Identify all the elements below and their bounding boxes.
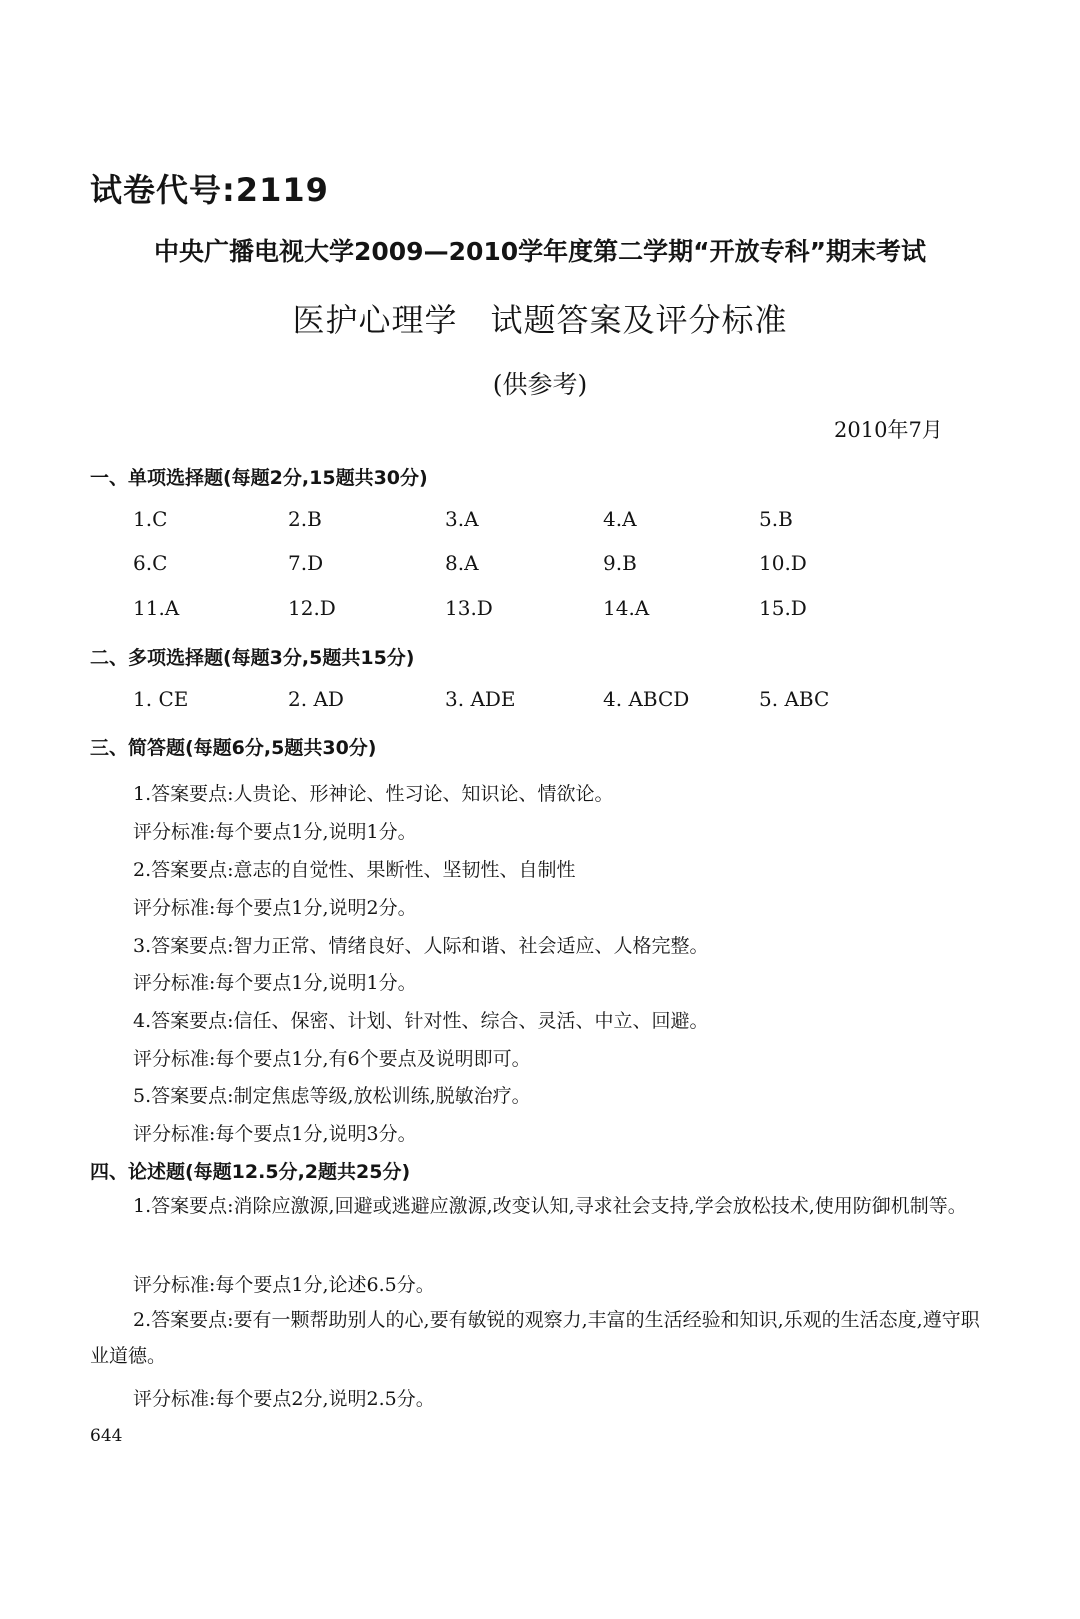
answer-item: 14.A: [603, 596, 650, 620]
answer-item: 3. ADE: [445, 687, 516, 711]
answer-row: [0, 551, 1080, 581]
page-title: 医护心理学 试题答案及评分标准: [292, 301, 788, 339]
answer-item: 9.B: [603, 551, 637, 575]
answer-item: 3.A: [445, 507, 479, 531]
section-heading-multiple-choice: 二、多项选择题(每题3分,5题共15分): [90, 647, 415, 669]
answer-item: 8.A: [445, 551, 479, 575]
essay-answer-2: 2.答案要点:要有一颗帮助别人的心,要有敏锐的观察力,丰富的生活经验和知识,乐观的生活态度,遵守职业道德。: [90, 1309, 980, 1367]
answer-point: 3.答案要点:智力正常、情绪良好、人际和谐、社会适应、人格完整。: [133, 935, 709, 957]
essay-answer-1: 1.答案要点:消除应激源,回避或逃避应激源,改变认知,寻求社会支持,学会放松技术,使用防御机制等。: [133, 1195, 967, 1217]
answer-item: 5.B: [759, 507, 793, 531]
scoring-criteria: 评分标准:每个要点1分,论述6.5分。: [133, 1274, 435, 1296]
paper-code: 试卷代号:2119: [90, 171, 329, 209]
answer-item: 4.A: [603, 507, 637, 531]
answer-item: 1. CE: [133, 687, 189, 711]
section-heading-short-answer: 三、简答题(每题6分,5题共30分): [90, 737, 377, 759]
answer-item: 1.C: [133, 507, 168, 531]
scoring-criteria: 评分标准:每个要点1分,说明1分。: [133, 821, 417, 843]
answer-item: 13.D: [445, 596, 493, 620]
answer-item: 7.D: [288, 551, 324, 575]
answer-item: 11.A: [133, 596, 180, 620]
exam-date: 2010年7月: [834, 418, 943, 442]
answer-item: 2.B: [288, 507, 322, 531]
answer-row: [0, 596, 1080, 626]
answer-row: [0, 507, 1080, 537]
scoring-criteria: 评分标准:每个要点1分,说明3分。: [133, 1123, 417, 1145]
section-heading-essay: 四、论述题(每题12.5分,2题共25分): [90, 1161, 411, 1183]
answer-item: 4. ABCD: [603, 687, 690, 711]
answer-point: 5.答案要点:制定焦虑等级,放松训练,脱敏治疗。: [133, 1085, 531, 1107]
section-heading-single-choice: 一、单项选择题(每题2分,15题共30分): [90, 467, 428, 489]
answer-row: [0, 687, 1080, 717]
page-number: 644: [90, 1426, 123, 1446]
answer-item: 5. ABC: [759, 687, 830, 711]
answer-point: 4.答案要点:信任、保密、计划、针对性、综合、灵活、中立、回避。: [133, 1010, 709, 1032]
scoring-criteria: 评分标准:每个要点2分,说明2.5分。: [133, 1388, 435, 1410]
answer-item: 15.D: [759, 596, 807, 620]
reference-note: (供参考): [492, 370, 588, 399]
answer-item: 12.D: [288, 596, 336, 620]
university-exam-line: 中央广播电视大学2009—2010学年度第二学期“开放专科”期末考试: [153, 237, 927, 266]
scoring-criteria: 评分标准:每个要点1分,说明2分。: [133, 897, 417, 919]
answer-item: 10.D: [759, 551, 807, 575]
scoring-criteria: 评分标准:每个要点1分,有6个要点及说明即可。: [133, 1048, 531, 1070]
scoring-criteria: 评分标准:每个要点1分,说明1分。: [133, 972, 417, 994]
answer-point: 1.答案要点:人贵论、形神论、性习论、知识论、情欲论。: [133, 783, 614, 805]
answer-item: 2. AD: [288, 687, 344, 711]
answer-item: 6.C: [133, 551, 168, 575]
answer-point: 2.答案要点:意志的自觉性、果断性、坚韧性、自制性: [133, 859, 576, 881]
